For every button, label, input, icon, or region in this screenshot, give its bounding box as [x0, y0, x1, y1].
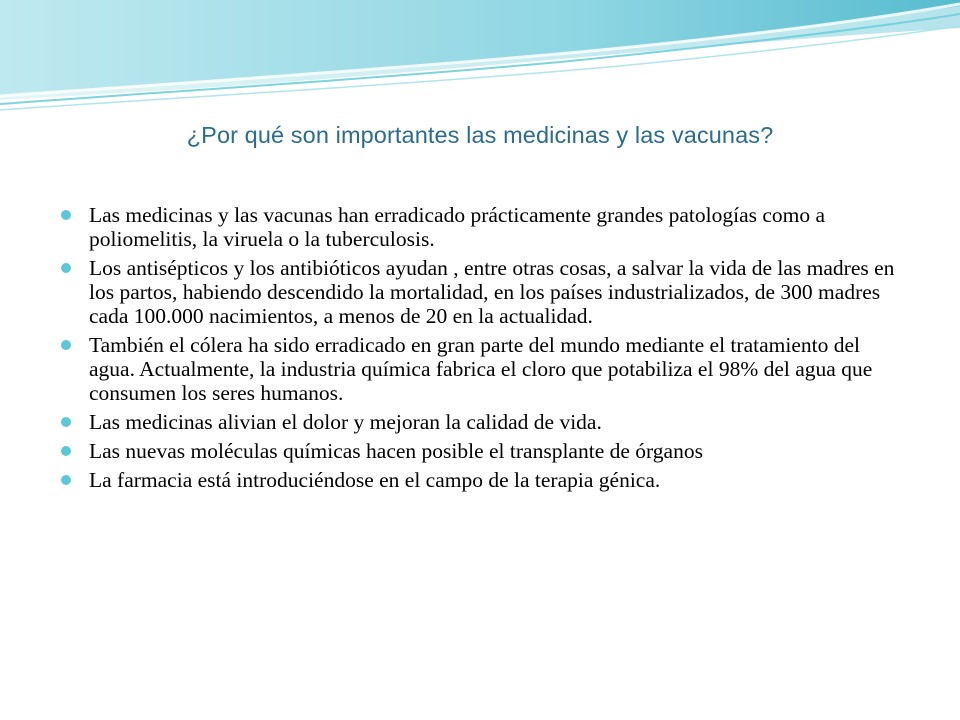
- list-item-text: Los antisépticos y los antibióticos ayudan , entre otras cosas, a salvar la vida de las madres en los partos, habiendo descendido la mortalidad, en los países industrializados, de 300 madres cada 100.000 nacimientos, a menos de 20 en la actualidad.: [89, 256, 895, 328]
- list-item: [60, 203, 900, 251]
- list-item: [60, 439, 900, 463]
- circle-bullet-icon: [61, 340, 71, 350]
- slide-title: ¿Por qué son importantes las medicinas y las vacunas?: [186, 122, 774, 148]
- list-item: [60, 256, 900, 328]
- circle-bullet-icon: [61, 475, 71, 485]
- circle-bullet-icon: [61, 417, 71, 427]
- list-item: [60, 410, 900, 434]
- list-item: [60, 468, 900, 492]
- list-item-text: La farmacia está introduciéndose en el campo de la terapia génica.: [89, 468, 661, 492]
- circle-bullet-icon: [61, 210, 71, 220]
- circle-bullet-icon: [61, 263, 71, 273]
- list-item-text: Las medicinas alivian el dolor y mejoran la calidad de vida.: [89, 410, 602, 434]
- list-item-text: Las medicinas y las vacunas han erradicado prácticamente grandes patologías como a poliomelitis, la viruela o la tuberculosis.: [89, 203, 826, 251]
- list-item-text: También el cólera ha sido erradicado en gran parte del mundo mediante el tratamiento del agua. Actualmente, la industria química fabrica el cloro que potabiliza el 98% del agua que consumen los seres humanos.: [89, 333, 873, 405]
- circle-bullet-icon: [61, 446, 71, 456]
- list-item-text: Las nuevas moléculas químicas hacen posible el transplante de órganos: [89, 439, 703, 463]
- bullet-list: [60, 203, 900, 497]
- decorative-wave-header: [0, 0, 960, 130]
- list-item: [60, 333, 900, 405]
